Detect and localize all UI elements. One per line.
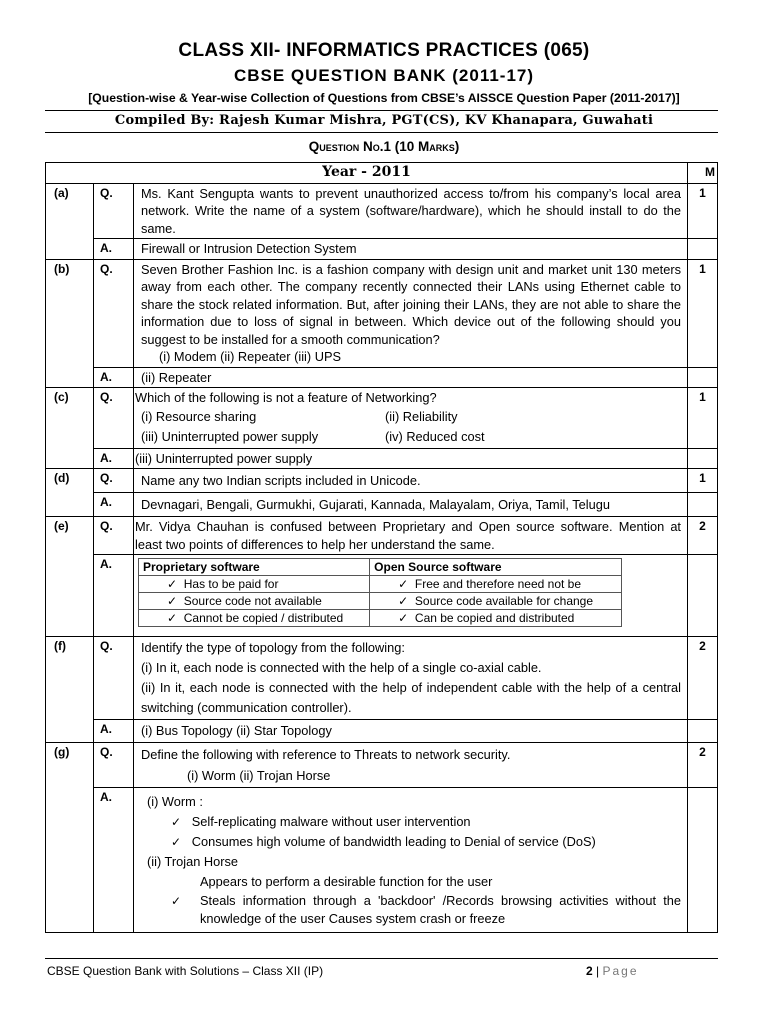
table-row — [46, 448, 718, 469]
question-cell — [134, 637, 688, 720]
check-icon: ✓ — [167, 577, 178, 591]
question-label: (b) — [46, 259, 94, 388]
table-row — [46, 259, 718, 367]
proprietary-point: Has to be paid for — [183, 577, 279, 591]
trojan-heading: (ii) Trojan Horse — [147, 854, 239, 869]
table-row — [46, 788, 718, 933]
worm-heading: (i) Worm : — [147, 794, 203, 809]
question-label: (d) — [46, 469, 94, 517]
check-icon: ✓ — [167, 611, 178, 625]
option-2: (ii) Reliability — [385, 408, 458, 424]
a-label: A. — [94, 493, 134, 517]
answer-text: Devnagari, Bengali, Gurmukhi, Gujarati, Kannada, Malayalam, Oriya, Tamil, Telugu — [134, 493, 688, 517]
check-icon: ✓ — [171, 894, 182, 908]
marks-value: 2 — [688, 637, 718, 720]
table-row — [46, 469, 718, 493]
question-table — [45, 162, 718, 933]
question-text: Name any two Indian scripts included in Unicode. — [134, 469, 688, 493]
list-item — [141, 832, 681, 852]
footer-text: CBSE Question Bank with Solutions – Class XII (IP) — [47, 964, 324, 978]
open-source-point: Free and therefore need not be — [414, 577, 582, 591]
header-rule-top — [45, 110, 718, 111]
question-part-1: (i) In it, each node is connected with the help of a single co-axial cable. — [141, 660, 542, 675]
option-1: (i) Resource sharing — [141, 408, 257, 424]
check-icon: ✓ — [398, 577, 409, 591]
table-row — [46, 183, 718, 239]
question-text: Define the following with reference to Threats to network security. — [141, 747, 511, 762]
difference-row — [139, 576, 622, 593]
worm-point: Self-replicating malware without user intervention — [191, 814, 471, 829]
question-label: (a) — [46, 183, 94, 259]
answer-cell — [134, 555, 688, 637]
marks-value: 2 — [688, 743, 718, 788]
q-label: Q. — [94, 517, 134, 555]
answer-text: (i) Bus Topology (ii) Star Topology — [134, 720, 688, 743]
list-item — [141, 892, 681, 928]
question-options — [135, 407, 681, 447]
answer-text: (iii) Uninterrupted power supply — [134, 448, 688, 469]
question-heading: Question No.1 (10 Marks) — [308, 139, 460, 154]
page-number-label — [586, 964, 639, 978]
question-options: (i) Modem (ii) Repeater (iii) UPS — [159, 349, 342, 364]
check-icon: ✓ — [398, 594, 409, 608]
table-row — [46, 517, 718, 555]
table-row — [46, 493, 718, 517]
a-label: A. — [94, 788, 134, 933]
question-text: Mr. Vidya Chauhan is confused between Proprietary and Open source software. Mention at least two points of differences to help her understand the same. — [134, 517, 688, 555]
worm-point: Consumes high volume of bandwidth leading to Denial of service (DoS) — [191, 834, 596, 849]
question-text: Identify the type of topology from the following: — [141, 640, 405, 655]
a-label: A. — [94, 448, 134, 469]
check-icon: ✓ — [171, 835, 182, 849]
question-options: (i) Worm (ii) Trojan Horse — [187, 768, 331, 783]
difference-row — [139, 610, 622, 627]
compiled-by: Compiled By: Rajesh Kumar Mishra, PGT(CS), KV Khanapara, Guwahati — [114, 113, 654, 128]
table-row — [46, 555, 718, 637]
page-separator: | — [596, 964, 600, 978]
question-cell — [134, 743, 688, 788]
marks-value: 1 — [688, 469, 718, 493]
check-icon: ✓ — [398, 611, 409, 625]
table-row — [46, 388, 718, 449]
question-label: (c) — [46, 388, 94, 469]
table-row — [46, 239, 718, 260]
question-label: (g) — [46, 743, 94, 933]
a-label: A. — [94, 239, 134, 260]
proprietary-point: Source code not available — [183, 594, 322, 608]
proprietary-header: Proprietary software — [139, 559, 370, 576]
table-row — [46, 720, 718, 743]
option-3: (iii) Uninterrupted power supply — [141, 428, 319, 444]
marks-value: 2 — [688, 517, 718, 555]
question-part-2: (ii) In it, each node is connected with the help of independent cable with the help of a central switching (communication controller). — [141, 680, 681, 715]
check-icon: ✓ — [171, 815, 182, 829]
header-rule-bottom — [45, 132, 718, 133]
q-label: Q. — [94, 259, 134, 367]
open-source-point: Can be copied and distributed — [414, 611, 575, 625]
table-row — [46, 367, 718, 388]
year-heading: Year - 2011 — [46, 163, 688, 184]
page-word: Page — [602, 964, 639, 978]
difference-row — [139, 593, 622, 610]
q-label: Q. — [94, 469, 134, 493]
list-item — [141, 812, 681, 832]
document-subtitle: CBSE QUESTION BANK (2011-17) — [233, 66, 535, 85]
question-cell — [134, 388, 688, 449]
a-label: A. — [94, 720, 134, 743]
a-label: A. — [94, 555, 134, 637]
answer-cell — [134, 788, 688, 933]
answer-text: Firewall or Intrusion Detection System — [134, 239, 688, 260]
q-label: Q. — [94, 388, 134, 449]
marks-header: M — [688, 163, 718, 184]
footer-rule — [45, 958, 718, 959]
q-label: Q. — [94, 743, 134, 788]
a-label: A. — [94, 367, 134, 388]
question-text: Ms. Kant Sengupta wants to prevent unauthorized access to/from his company’s local area network. Write the name of a system (software/hardware), which he should install to do the same. — [134, 183, 688, 239]
question-text: Seven Brother Fashion Inc. is a fashion company with design unit and market unit 130 meters away from each other. The company recently connected their LANs using Ethernet cable to share the stock related information. But, after joining their LANs, they are not able to share the information due to loss of signal in between. Which device out of the following should you suggest to be installed for a smooth communication? — [141, 261, 681, 347]
question-cell — [134, 259, 688, 367]
marks-value: 1 — [688, 183, 718, 239]
table-row — [46, 637, 718, 720]
marks-value: 1 — [688, 388, 718, 449]
difference-table — [138, 558, 622, 627]
marks-value: 1 — [688, 259, 718, 367]
question-text: Which of the following is not a feature of Networking? — [135, 390, 437, 405]
question-label: (f) — [46, 637, 94, 743]
check-icon: ✓ — [167, 594, 178, 608]
year-row — [46, 163, 718, 184]
q-label: Q. — [94, 637, 134, 720]
answer-text: (ii) Repeater — [134, 367, 688, 388]
open-source-header: Open Source software — [370, 559, 622, 576]
open-source-point: Source code available for change — [414, 594, 594, 608]
question-label: (e) — [46, 517, 94, 637]
table-row — [46, 743, 718, 788]
page-number: 2 — [586, 964, 593, 978]
collection-note: [Question-wise & Year-wise Collection of Questions from CBSE’s AISSCE Question Paper (2011-2017)] — [88, 91, 680, 105]
document-title: CLASS XII- INFORMATICS PRACTICES (065) — [178, 40, 590, 61]
proprietary-point: Cannot be copied / distributed — [183, 611, 344, 625]
q-label: Q. — [94, 183, 134, 239]
option-4: (iv) Reduced cost — [385, 428, 485, 444]
difference-header-row — [139, 559, 622, 576]
trojan-line: Appears to perform a desirable function for the user — [200, 874, 493, 889]
trojan-point: Steals information through a 'backdoor' /Records browsing activities without the knowledge of the user Causes system crash or freeze — [200, 893, 681, 926]
